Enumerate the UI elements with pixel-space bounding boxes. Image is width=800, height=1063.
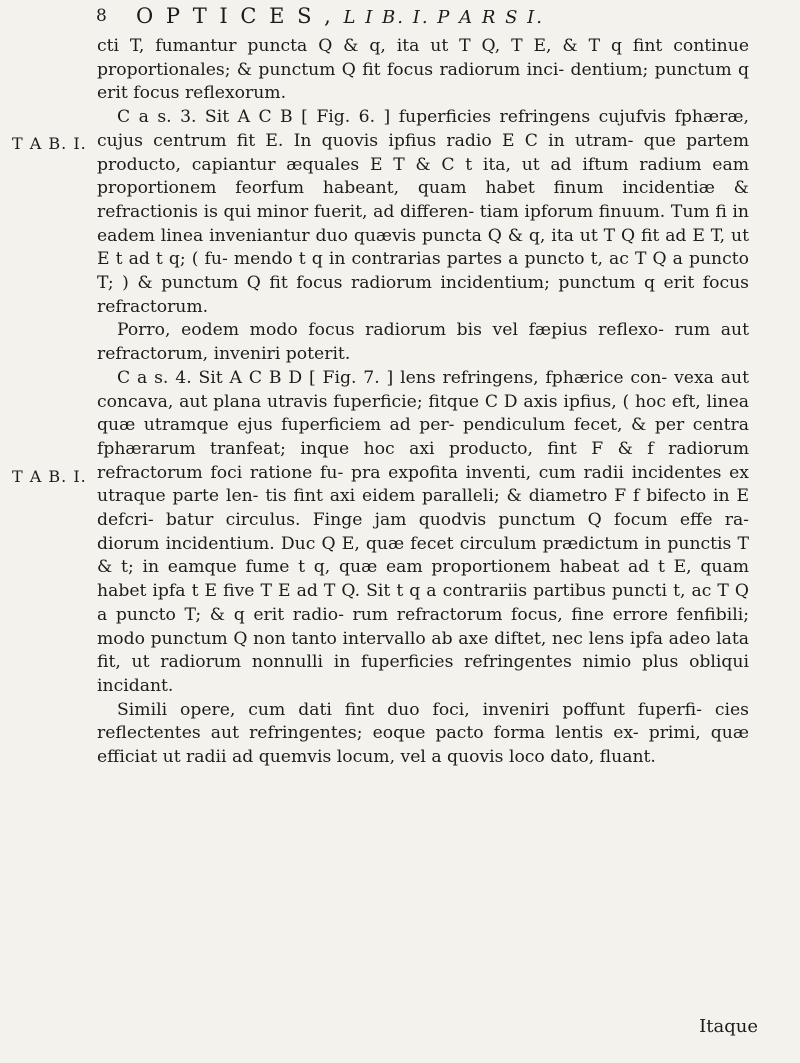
paragraph-case-4: C a s. 4. Sit A C B D [ Fig. 7. ] lens refringens, fphærice con- vexa aut concava, aut plana utravis fuperficie; fitque C D axis ipfius, ( hoc eft, linea quæ utramque ejus fuperficiem ad per- pendiculum fecet, & per centra fphærarum tranfeat; inque hoc axi producto, fint F & f radiorum refractorum foci ratione fu- pra expofita inventi, cum radii incidentes ex utraque parte len- tis fint axi eidem paralleli; & diametro F f bifecto in E defcri- batur circulus. Finge jam quodvis punctum Q focum effe ra- diorum incidentium. Duc Q E, quæ fecet circulum prædictum in punctis T & t; in eamque fume t q, quæ eam proportionem habeat ad t E, quam habet ipfa t E five T E ad T Q. Sit t q a contrariis partibus puncti t, ac T Q a puncto T; & q erit radio- rum refractorum focus, fine errore fenfibili; modo punctum Q non tanto intervallo ab axe diftet, nec lens ipfa adeo lata fit, ut radiorum nonnulli in fuperficies refringentes nimio plus obliqui incidant. [97, 367, 749, 696]
running-title-main: O P T I C E S , [136, 4, 334, 28]
paragraph-case-3: C a s. 3. Sit A C B [ Fig. 6. ] fuperficies refringens cujufvis fphæræ, cujus centrum fit E. In quovis ipfius radio E C in utram- que partem producto, capiantur æquales E T & C t ita, ut ad iftum radium eam proportionem feorfum habeant, quam habet finum incidentiæ & refractionis is qui minor fuerit, ad differen- tiam ipforum finuum. Tum fi in eadem linea inveniantur duo quævis puncta Q & q, ita ut T Q fit ad E T, ut E t ad t q; ( fu- mendo t q in contrarias partes a puncto t, ac T Q a puncto T; ) & punctum Q fit focus radiorum incidentium; punctum q erit focus refractorum. [97, 107, 749, 317]
paragraph: Porro, eodem modo focus radiorum bis vel fæpius reflexo- rum aut refractorum, inveniri poterit. [97, 320, 749, 365]
page-number: 8 [96, 6, 107, 26]
margin-note-tab: T A B. I. [12, 134, 87, 153]
running-title-part: L I B. I. P A R S I. [343, 7, 544, 28]
body-text [97, 35, 749, 770]
running-header [96, 4, 756, 34]
running-title [136, 4, 544, 28]
margin-note-tab: T A B. I. [12, 467, 87, 486]
paragraph: cti T, fumantur puncta Q & q, ita ut T Q, T E, & T q fint continue proportionales; & punctum Q fit focus radiorum inci- dentium; punctum q erit focus reflexorum. [97, 36, 749, 104]
catchword: Itaque [699, 1016, 758, 1037]
paragraph: Simili opere, cum dati fint duo foci, inveniri poffunt fuperfi- cies reflectentes aut refringentes; eoque pacto forma lentis ex- primi, quæ efficiat ut radii ad quemvis locum, vel a quovis loco dato, fluant. [97, 699, 749, 768]
